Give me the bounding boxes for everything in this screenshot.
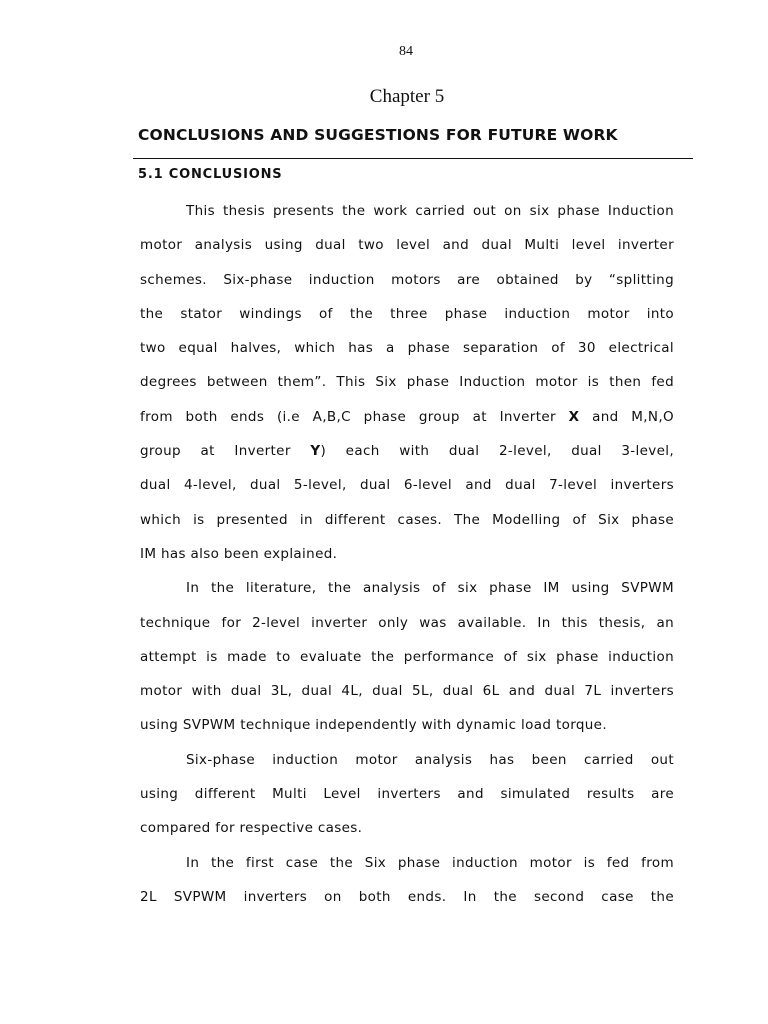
text-line: compared for respective cases. <box>140 820 363 837</box>
text-line: degrees between them”. This Six phase Induction motor is then fed <box>140 374 674 391</box>
text-line: This thesis presents the work carried out on six phase Induction <box>186 203 674 219</box>
text-line: Six-phase induction motor analysis has been carried out <box>186 751 674 768</box>
text-line: two equal halves, which has a phase separation of 30 electrical <box>140 340 674 357</box>
text-line: using different Multi Level inverters and simulated results are <box>140 786 674 803</box>
body-text <box>140 200 674 920</box>
text-line: which is presented in different cases. The Modelling of Six phase <box>140 511 674 528</box>
text-line <box>140 406 674 440</box>
section-heading: 5.1 CONCLUSIONS <box>138 167 283 182</box>
page-number: 84 <box>399 44 413 59</box>
text-fragment: ) each with dual 2-level, dual 3-level, <box>320 443 675 460</box>
text-fragment: from both ends (i.e A,B,C phase group at Inverter <box>140 408 569 425</box>
inverter-x-label: X <box>568 408 580 425</box>
text-line <box>140 440 674 474</box>
chapter-title: CONCLUSIONS AND SUGGESTIONS FOR FUTURE WORK <box>138 126 618 144</box>
text-line: IM has also been explained. <box>140 545 338 562</box>
text-line: motor analysis using dual two level and dual Multi level inverter <box>140 237 674 254</box>
text-fragment: group at Inverter <box>140 443 311 460</box>
text-line: In the literature, the analysis of six phase IM using SVPWM <box>186 580 674 597</box>
inverter-y-label: Y <box>310 443 321 460</box>
text-line: dual 4-level, dual 5-level, dual 6-level and dual 7-level inverters <box>140 477 674 494</box>
text-line: In the first case the Six phase induction motor is fed from <box>186 854 674 871</box>
text-line: schemes. Six-phase induction motors are obtained by “splitting <box>140 271 674 288</box>
text-line: the stator windings of the three phase induction motor into <box>140 305 674 322</box>
text-line: technique for 2-level inverter only was available. In this thesis, an <box>140 614 674 631</box>
text-line: using SVPWM technique independently with dynamic load torque. <box>140 717 607 734</box>
title-divider <box>133 158 693 159</box>
chapter-label: Chapter 5 <box>369 86 445 107</box>
text-fragment: and M,N,O <box>579 408 674 425</box>
text-line: attempt is made to evaluate the performance of six phase induction <box>140 648 674 665</box>
text-line: motor with dual 3L, dual 4L, dual 5L, dual 6L and dual 7L inverters <box>140 683 674 700</box>
text-line: 2L SVPWM inverters on both ends. In the second case the <box>140 888 674 905</box>
